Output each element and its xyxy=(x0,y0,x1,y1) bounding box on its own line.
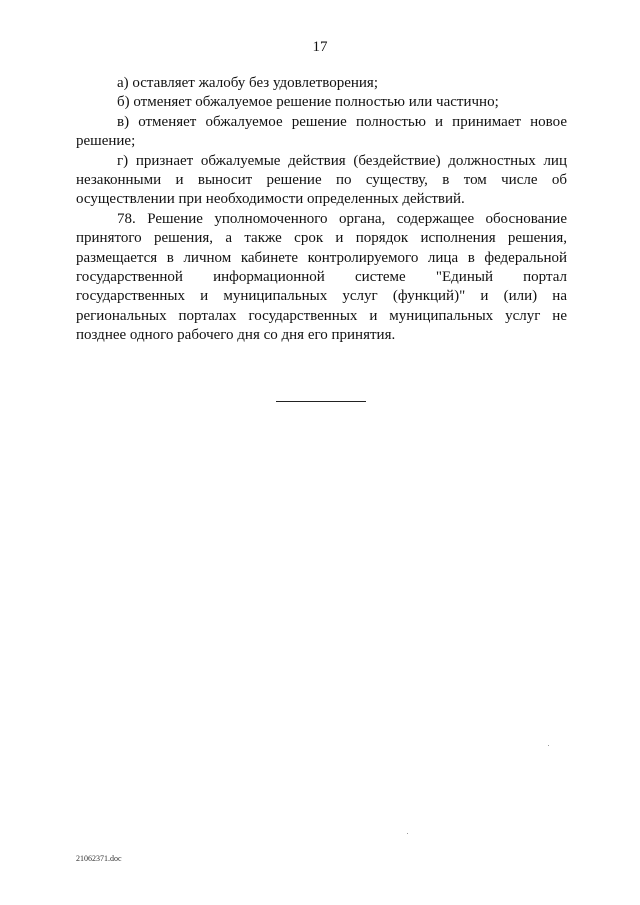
paragraph-b: б) отменяет обжалуемое решение полностью или частично; xyxy=(117,94,499,111)
end-separator-line xyxy=(276,401,366,402)
scan-speck xyxy=(548,745,549,746)
paragraph-a: а) оставляет жалобу без удовлетворения; xyxy=(117,75,378,91)
paragraph-g: г) признает обжалуемые действия (бездействие) должностных лиц незаконными и выносит решение по существу, в том числе об осуществлении при необходимости определенных действий. xyxy=(76,152,567,208)
paragraph-v: в) отменяет обжалуемое решение полностью и принимает новое решение; xyxy=(76,113,567,150)
document-body xyxy=(76,74,567,346)
paragraph-78: 78. Решение уполномоченного органа, содержащее обоснование принятого решения, а также срок и порядок исполнения решения, размещается в личном кабинете контролируемого лица в федеральной государственной информационной системе "Единый портал государственных и муниципальных услуг (функций)" и (или) на региональных порталах государственных и муниципальных услуг не позднее одного рабочего дня со дня его принятия. xyxy=(76,210,567,344)
footer-file-name: 21062371.doc xyxy=(76,854,122,863)
page-number: 17 xyxy=(312,39,328,55)
scan-speck xyxy=(407,833,408,834)
